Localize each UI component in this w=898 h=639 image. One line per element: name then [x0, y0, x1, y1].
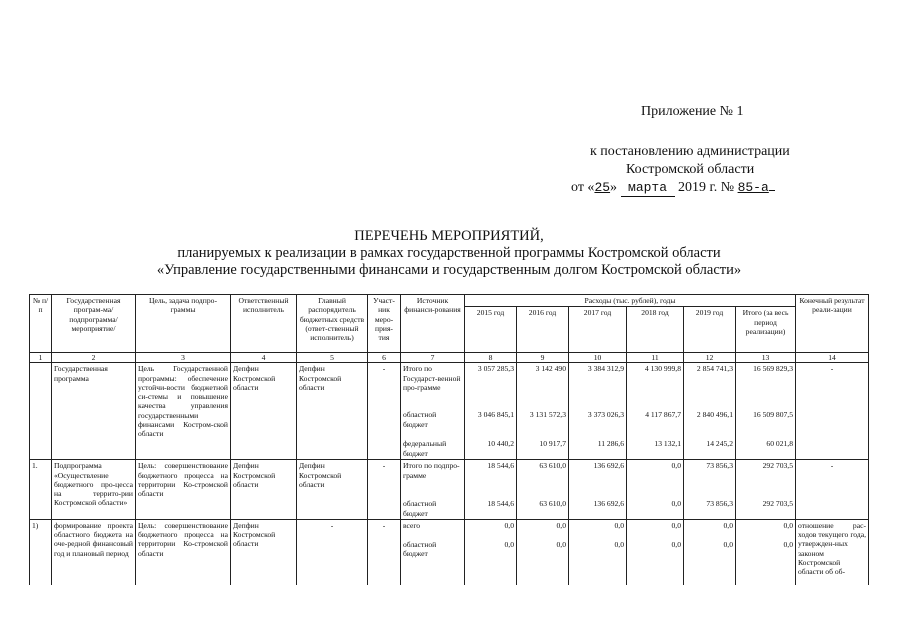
row-source — [401, 460, 465, 520]
row-manager: - — [297, 519, 368, 585]
index-cell: 1 — [30, 353, 52, 363]
row-goal: Цель: совершенствование бюджетного процесса на территории Ко-стромской области — [136, 460, 231, 520]
row-participants: - — [368, 460, 401, 520]
index-cell: 13 — [736, 353, 796, 363]
doc-subtitle-2: «Управление государственными финансами и государственным долгом Костромской области» — [156, 262, 742, 278]
appendix-label: Приложение № 1 — [641, 104, 744, 119]
col-participants: Участ-ник меро-прия-тия — [368, 295, 401, 353]
date-month: марта — [628, 180, 668, 195]
col-manager: Главный распорядитель бюджетных средств (ответ-ственный исполнитель) — [297, 295, 368, 353]
table-row — [30, 363, 869, 460]
header-row-1 — [30, 295, 869, 307]
row-result: - — [796, 460, 869, 520]
col-num: № п/п — [30, 295, 52, 353]
row-executor: Депфин Костромской области — [231, 519, 297, 585]
decree-line-1: к постановлению администрации — [590, 144, 790, 159]
source-line: федеральный бюджет — [403, 439, 447, 458]
cell-2017: 0,0 0,0 — [569, 519, 627, 585]
col-year: 2017 год — [569, 307, 627, 353]
index-cell: 4 — [231, 353, 297, 363]
col-year: 2018 год — [627, 307, 684, 353]
row-executor: Депфин Костромской области — [231, 460, 297, 520]
row-manager: Депфин Костромской области — [297, 460, 368, 520]
cell-2019: 2 854 741,3 2 840 496,1 14 245,2 — [684, 363, 736, 460]
date-day: 25 — [594, 180, 611, 195]
row-program: формирование проекта областного бюджета на оче-редной финансовый год и плановый период — [52, 519, 136, 585]
index-cell: 10 — [569, 353, 627, 363]
cell-2016: 63 610,0 63 610,0 — [517, 460, 569, 520]
source-line: всего — [403, 520, 421, 530]
source-line: областной бюджет — [403, 410, 437, 429]
row-participants: - — [368, 519, 401, 585]
cell-2018: 0,0 0,0 — [627, 519, 684, 585]
index-cell: 14 — [796, 353, 869, 363]
cell-total: 16 569 829,3 16 509 807,5 60 021,8 — [736, 363, 796, 460]
date-mid: » — [610, 180, 618, 195]
cell-2015: 18 544,6 18 544,6 — [465, 460, 517, 520]
cell-2017: 136 692,6 136 692,6 — [569, 460, 627, 520]
row-executor: Депфин Костромской области — [231, 363, 297, 460]
index-row — [30, 353, 869, 363]
index-cell: 7 — [401, 353, 465, 363]
row-program: Подпрограмма «Осуществление бюджетного про-цесса на террито-рии Костромской области» — [52, 460, 136, 520]
index-cell: 8 — [465, 353, 517, 363]
date-prefix: от « — [571, 180, 595, 195]
col-program: Государственная програм-ма/подпрограмма/ мероприятие/ — [52, 295, 136, 353]
measures-table — [29, 294, 869, 585]
cell-2019: 0,0 0,0 — [684, 519, 736, 585]
source-line: Итого по Государст-венной про-грамме — [403, 364, 461, 392]
row-participants: - — [368, 363, 401, 460]
row-manager: Депфин Костромской области — [297, 363, 368, 460]
index-cell: 3 — [136, 353, 231, 363]
date-year: 2019 г. № — [678, 180, 735, 195]
col-year: 2016 год — [517, 307, 569, 353]
index-cell: 6 — [368, 353, 401, 363]
source-line: Итого по подпро-грамме — [403, 461, 460, 480]
col-total: Итого (за весь период реализации) — [736, 307, 796, 353]
cell-2017: 3 384 312,9 3 373 026,3 11 286,6 — [569, 363, 627, 460]
table-row — [30, 519, 869, 585]
index-cell: 12 — [684, 353, 736, 363]
cell-total: 0,0 0,0 — [736, 519, 796, 585]
doc-subtitle-1: планируемых к реализации в рамках государственной программы Костромской области — [177, 245, 721, 261]
decree-line-2: Костромской области — [626, 162, 755, 177]
index-cell: 5 — [297, 353, 368, 363]
row-result: - — [796, 363, 869, 460]
cell-2018: 0,0 0,0 — [627, 460, 684, 520]
row-source — [401, 519, 465, 585]
cell-2016: 0,0 0,0 — [517, 519, 569, 585]
row-goal: Цель Государственной программы: обеспечение устойчи-вости бюджетной си-стемы и повышение качества управления государственными финансами Костром-ской области — [136, 363, 231, 460]
col-goal: Цель, задача подпро-граммы — [136, 295, 231, 353]
cell-2019: 73 856,3 73 856,3 — [684, 460, 736, 520]
col-executor: Ответственный исполнитель — [231, 295, 297, 353]
col-expenses: Расходы (тыс. рублей), годы — [465, 295, 796, 307]
doc-title: ПЕРЕЧЕНЬ МЕРОПРИЯТИЙ, — [354, 228, 544, 244]
row-num: 1. — [30, 460, 52, 520]
index-cell: 9 — [517, 353, 569, 363]
col-source: Источник финанси-рования — [401, 295, 465, 353]
decree-date-line — [571, 180, 775, 197]
row-source — [401, 363, 465, 460]
source-line: областной бюджет — [403, 539, 437, 559]
cell-total: 292 703,5 292 703,5 — [736, 460, 796, 520]
table-row — [30, 460, 869, 520]
col-result: Конечный результат реали-зации — [796, 295, 869, 353]
row-goal: Цель: совершенствование бюджетного процесса на территории Ко-стромской области — [136, 519, 231, 585]
source-line: областной бюджет — [403, 499, 437, 518]
col-year: 2019 год — [684, 307, 736, 353]
cell-2018: 4 130 999,8 4 117 867,7 13 132,1 — [627, 363, 684, 460]
row-result: отношение рас-ходов текущего года, утвержден-ных законом Костромской области об об- — [796, 519, 869, 585]
col-year: 2015 год — [465, 307, 517, 353]
row-program: Государственная программа — [52, 363, 136, 460]
row-num — [30, 363, 52, 460]
date-number: 85-а — [737, 180, 769, 195]
index-cell: 11 — [627, 353, 684, 363]
index-cell: 2 — [52, 353, 136, 363]
cell-2015: 0,0 0,0 — [465, 519, 517, 585]
row-num: 1) — [30, 519, 52, 585]
cell-2016: 3 142 490 3 131 572,3 10 917,7 — [517, 363, 569, 460]
cell-2015: 3 057 285,3 3 046 845,1 10 440,2 — [465, 363, 517, 460]
